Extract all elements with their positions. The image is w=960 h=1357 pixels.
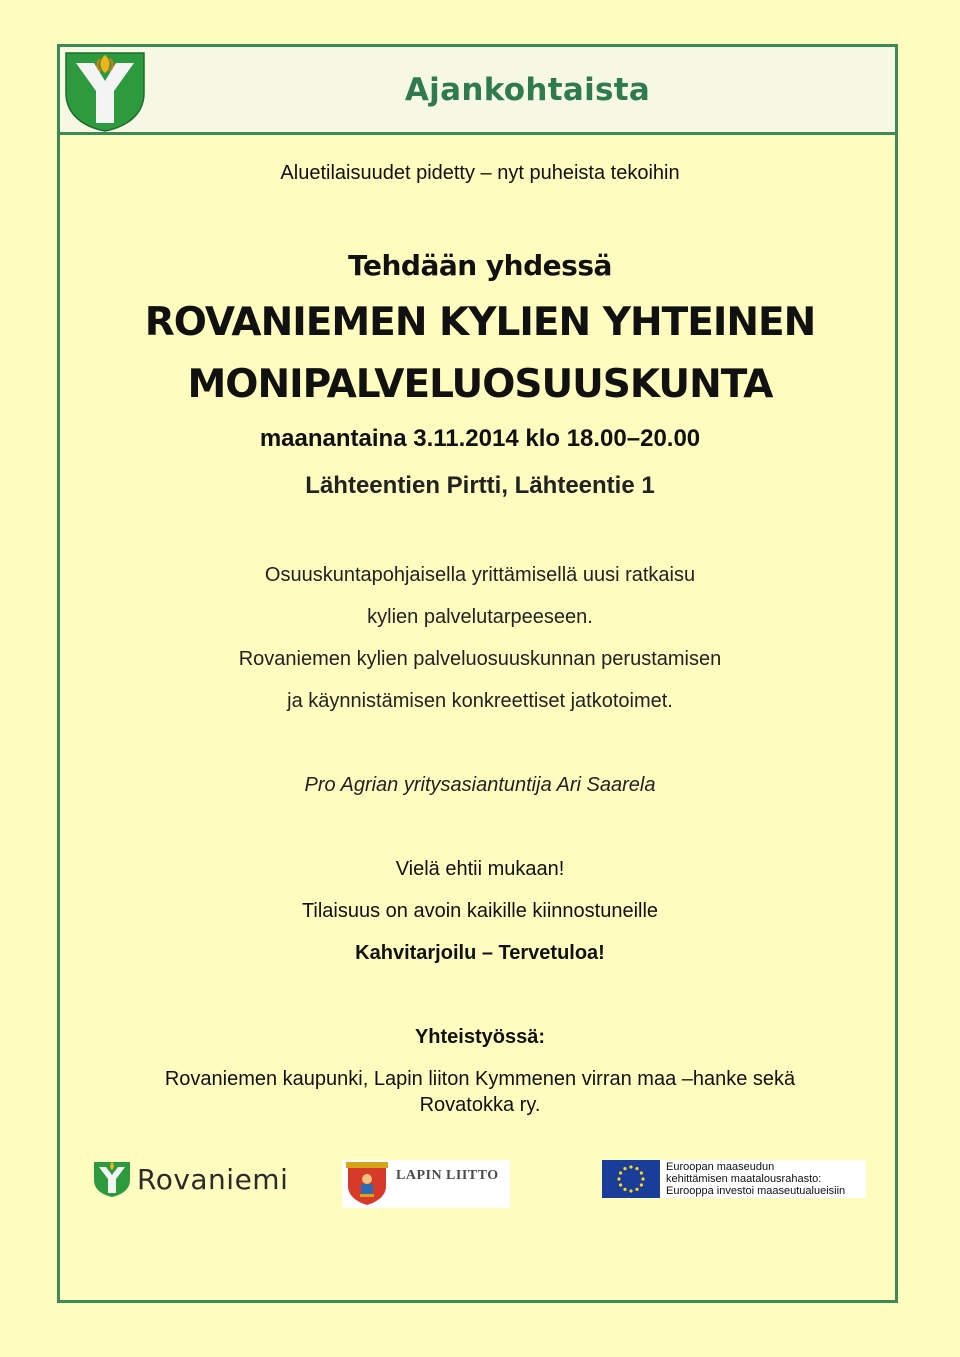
cooperation-label: Yhteistyössä:	[414, 1026, 546, 1048]
body-line: Rovaniemen kylien palveluosuuskunnan perustamisen	[238, 648, 722, 670]
lapin-liitto-crest-icon	[344, 1162, 390, 1206]
together-heading: Tehdään yhdessä	[348, 249, 612, 282]
main-heading-line1: ROVANIEMEN KYLIEN YHTEINEN	[144, 300, 816, 345]
partners-text: Rovaniemen kaupunki, Lapin liiton Kymmenen virran maa –hanke sekä	[164, 1068, 796, 1090]
main-heading-line2: MONIPALVELUOSUUSKUNTA	[187, 362, 773, 407]
eu-rural-fund-logo	[602, 1160, 866, 1198]
lapin-liitto-logo-text: LAPIN LIITTO	[396, 1168, 499, 1183]
body-line: kylien palvelutarpeeseen.	[367, 606, 593, 628]
rovaniemi-crest-icon	[93, 1160, 131, 1198]
partners-text: Rovatokka ry.	[419, 1094, 541, 1116]
page-title: Ajankohtaista	[404, 72, 651, 108]
event-place: Lähteentien Pirtti, Lähteentie 1	[305, 472, 655, 499]
eu-logo-line: Eurooppa investoi maaseutualueisiin	[666, 1185, 846, 1197]
body-line: ja käynnistämisen konkreettiset jatkotoimet.	[287, 690, 673, 712]
speaker-text: Pro Agrian yritysasiantuntija Ari Saarela	[304, 774, 656, 796]
open-event-text: Tilaisuus on avoin kaikille kiinnostuneille	[301, 900, 659, 922]
coffee-welcome-text: Kahvitarjoilu – Tervetuloa!	[355, 942, 605, 964]
lapin-liitto-logo	[342, 1160, 510, 1208]
header-bar	[60, 47, 895, 135]
join-text: Vielä ehtii mukaan!	[395, 858, 565, 880]
rovaniemi-logo-text: Rovaniemi	[137, 1163, 289, 1196]
eu-flag-icon	[602, 1160, 660, 1198]
rovaniemi-logo	[93, 1160, 308, 1198]
eu-logo-text	[666, 1161, 845, 1197]
eu-logo-line: Euroopan maaseudun	[666, 1161, 775, 1173]
eu-logo-line: kehittämisen maatalousrahasto:	[666, 1173, 822, 1185]
body-line: Osuuskuntapohjaisella yrittämisellä uusi ratkaisu	[264, 564, 696, 586]
rovaniemi-coat-of-arms-icon	[64, 49, 146, 133]
event-date-time: maanantaina 3.11.2014 klo 18.00–20.00	[259, 425, 701, 452]
intro-text: Aluetilaisuudet pidetty – nyt puheista tekoihin	[280, 162, 680, 184]
